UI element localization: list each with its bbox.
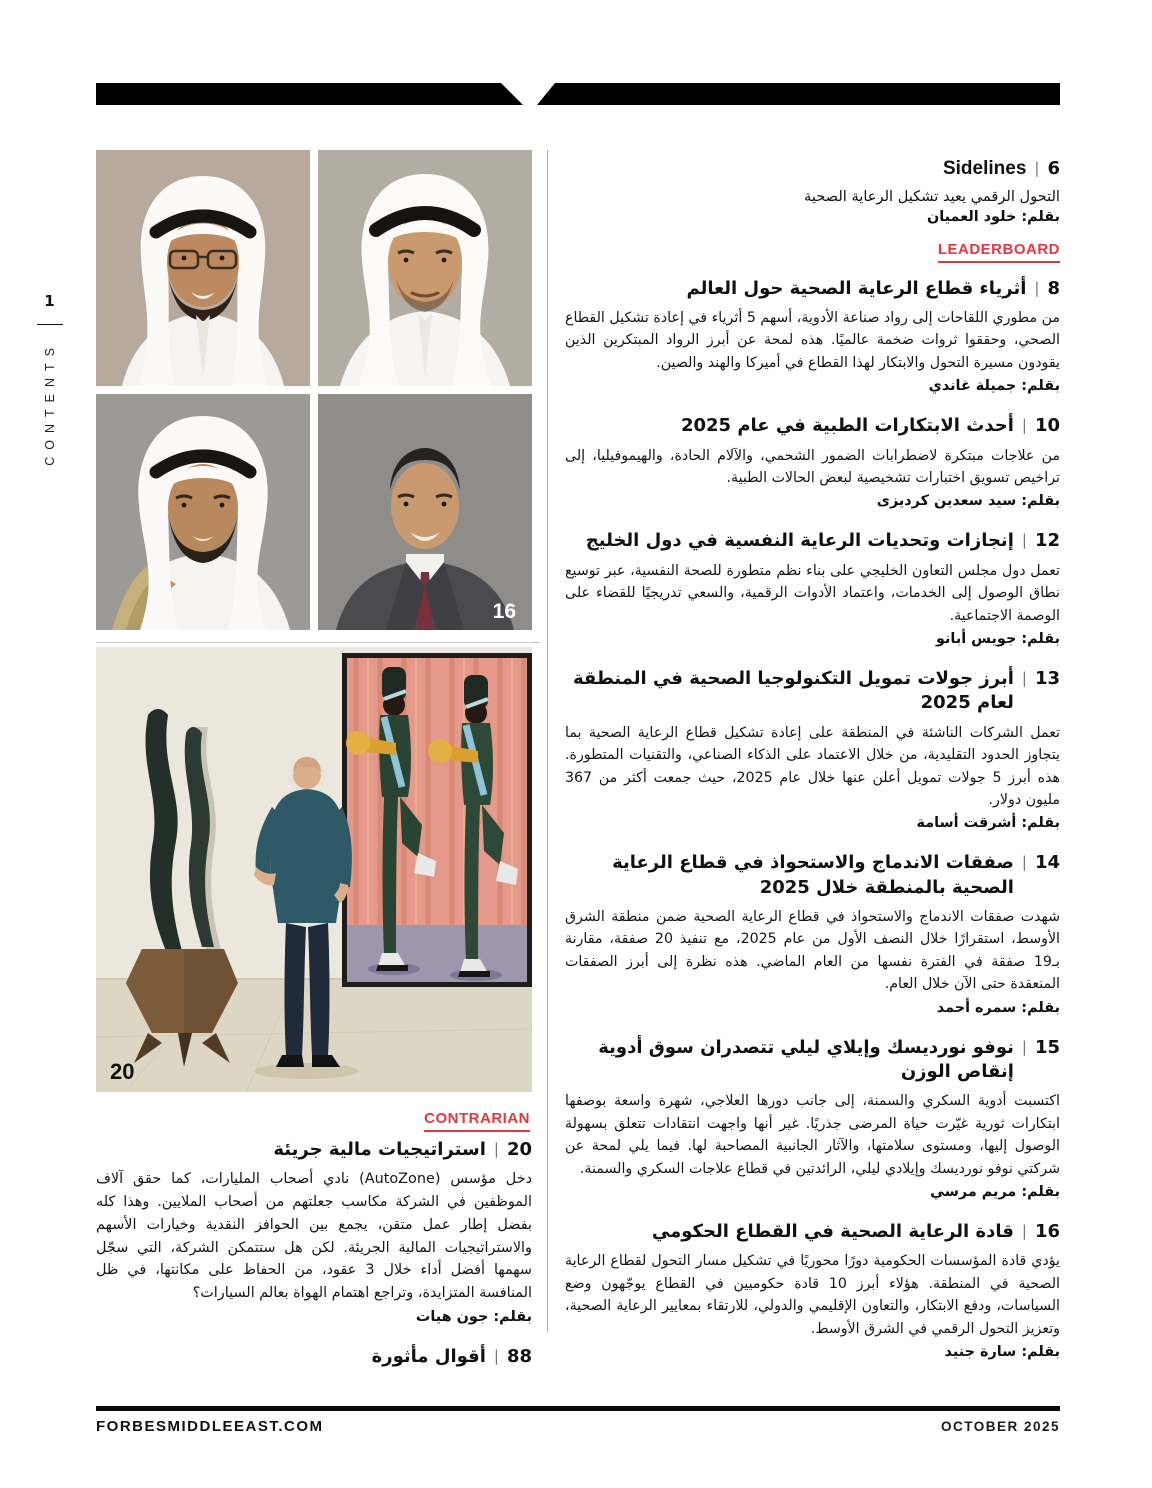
article-byline: بقلم: خلود العميان [926, 208, 1060, 225]
header-rule-right [537, 83, 1060, 105]
section-tag-leaderboard: LEADERBOARD [565, 239, 1060, 263]
pipe-separator: | [1021, 853, 1027, 872]
article-byline: بقلم: جويس أبانو [936, 631, 1060, 648]
photo-label-16: 16 [492, 600, 516, 623]
article-summary: اكتسبت أدوية السكري والسمنة، إلى جانب دورها العلاجي، شهرة واسعة بوصفها ابتكارات ثورية غيّرت حياة المرضى جذريًا. غير أنها واجهت انتقادات تتعلق بسهولة الوصول إليها، ومستوى سلامتها، والآثار الجانبية المصاحبة لها. فيما يلي لمحة عن شركتي نوفو نورديسك وإيلادي ليلي، الرائدتين في قطاع علاجات السكري والسمنة. [565, 1093, 1060, 1177]
article-summary: من علاجات مبتكرة لاضطرابات الضمور الشحمي، والآلام الحادة، والهيموفيليا، إلى تراخيص تسويق اختبارات تشخيصية لبعض الحالات الطبية. [565, 447, 1060, 486]
article-20-head [96, 1138, 532, 1162]
article-88-head [96, 1345, 532, 1369]
article-page-number: 8 [1047, 277, 1060, 299]
article-summary: دخل مؤسس (AutoZone) نادي أصحاب المليارات، كما حقق آلاف الموظفين في الشركة مكاسب جعلتهم من أصحاب الملايين. وهذا كله بفضل إطار عمل متقن، يجمع بين الحوافز النقدية وخيارات الأسهم والاستراتيجيات المالية الجريئة. لكن هل ستتمكن الشركة، التي سجّل سهمها أفضل أداء خلال 3 عقود، من الحفاظ على مكانتها، في ظل المنافسة المتزايدة، وتراجع اهتمام الهواة بعالم السيارات؟ [96, 1171, 533, 1302]
pipe-separator: | [1021, 669, 1027, 688]
article-subtitle: التحول الرقمي يعيد تشكيل الرعاية الصحية [804, 187, 1060, 205]
pipe-separator: | [1021, 531, 1027, 550]
footer-issue-date: OCTOBER 2025 [940, 1419, 1060, 1434]
rail-rule [37, 324, 63, 325]
article-title: صفقات الاندماج والاستحواذ في قطاع الرعاية الصحية بالمنطقة خلال 2025 [612, 852, 1014, 898]
footer-website: FORBESMIDDLEEAST.COM [96, 1418, 324, 1435]
article-20 [96, 1138, 532, 1325]
article-page-number: 15 [1034, 1036, 1060, 1058]
pipe-separator: | [1034, 159, 1040, 177]
headshot-photo-4 [318, 394, 532, 630]
article-14 [565, 851, 1060, 1015]
article-page-number: 20 [506, 1139, 532, 1160]
page-number: 1 [44, 292, 56, 310]
section-tag-contrarian: CONTRARIAN [96, 1108, 530, 1132]
article-sidelines [565, 156, 1060, 225]
article-byline: بقلم: سمره أحمد [936, 999, 1060, 1016]
article-16 [565, 1220, 1060, 1360]
header-rule-left [96, 83, 523, 105]
article-byline: بقلم: مريم مرسي [930, 1184, 1060, 1201]
left-column [96, 150, 532, 1389]
column-divider [547, 150, 548, 1332]
article-13 [565, 667, 1060, 831]
footer [96, 1418, 1060, 1435]
headshot-photo-grid [96, 150, 532, 630]
article-title: نوفو نورديسك وإيلاي ليلي تتصدران سوق أدوية إنقاص الوزن [598, 1036, 1014, 1083]
headshot-photo-3 [96, 394, 310, 630]
photo-grid-rule [96, 642, 540, 643]
article-summary: تعمل دول مجلس التعاون الخليجي على بناء نظم متطورة للصحة النفسية، عبر توسيع نطاق الوصول إلى الخدمات، واعتماد الأدوات الرقمية، والسعي تدريجيًا للقضاء على الوصمة الاجتماعية. [565, 562, 1060, 624]
pipe-separator: | [1021, 1222, 1027, 1241]
article-byline: بقلم: جون هيات [415, 1308, 532, 1325]
article-summary: تعمل الشركات الناشئة في المنطقة على إعادة تشكيل قطاع الرعاية الصحية بما يتجاوز الحدود التقليدية، من خلال الاعتماد على الذكاء الصناعي، والتقنيات المتطورة. هذه أبرز 5 جولات تمويل أعلن عنها خلال عام 2025، حيث جمعت أكثر من 367 مليون دولار. [565, 724, 1060, 808]
article-page-number: 6 [1047, 158, 1060, 179]
pipe-separator: | [1021, 416, 1027, 435]
article-title: Sidelines [942, 158, 1027, 179]
contents-vertical-label: CONTENTS [43, 341, 57, 466]
article-88 [96, 1345, 532, 1369]
pipe-separator: | [493, 1140, 499, 1158]
article-byline: بقلم: سيد سعدين كرديزى [876, 493, 1060, 510]
article-8 [565, 277, 1060, 395]
headshot-photo-1 [96, 150, 310, 386]
article-title: أقوال مأثورة [371, 1345, 486, 1367]
article-summary: من مطوري اللقاحات إلى رواد صناعة الأدوية، أسهم 5 أثرياء في إعادة تشكيل القطاع الصحي، وحققوا ثروات ضخمة عالميًا. هذه لمحة عن أبرز الرواد المبتكرين الذين يقودون مسيرة التحول والابتكار لهذا القطاع في أميركا والهند والصين. [565, 309, 1060, 371]
article-title: أحدث الابتكارات الطبية في عام 2025 [680, 415, 1014, 437]
article-page-number: 10 [1034, 415, 1060, 437]
article-title: إنجازات وتحديات الرعاية النفسية في دول الخليج [585, 530, 1014, 552]
article-title: قادة الرعاية الصحية في القطاع الحكومي [651, 1221, 1014, 1243]
article-title: أبرز جولات تمويل التكنولوجيا الصحية في المنطقة لعام 2025 [572, 668, 1014, 714]
article-15 [565, 1036, 1060, 1200]
pipe-separator: | [1021, 1037, 1027, 1056]
feature-photo [96, 647, 532, 1092]
article-page-number: 14 [1034, 852, 1060, 874]
photo-label-20: 20 [110, 1059, 135, 1084]
article-byline: بقلم: سارة جنيد [944, 1344, 1060, 1361]
article-byline: بقلم: أشرقت أسامة [916, 815, 1060, 832]
article-page-number: 13 [1034, 668, 1060, 690]
pipe-separator: | [1034, 278, 1040, 297]
article-summary: شهدت صفقات الاندماج والاستحواذ في قطاع الرعاية الصحية ضمن منطقة الشرق الأوسط، استقرارًا خلال النصف الأول من عام 2025، مع تنفيذ 20 صفقة، مقارنة بـ19 صفقة في الفترة نفسها من العام الماضي. هذه نظرة إلى أبرز الصفقات المنعقدة حتى الآن خلال العام. [565, 908, 1060, 993]
article-byline: بقلم: جميلة غاندي [928, 378, 1060, 395]
article-summary: يؤدي قادة المؤسسات الحكومية دورًا محوريًا في تشكيل مسار التحول لقطاع الرعاية الصحية في المنطقة. هؤلاء أبرز 10 قادة حكوميين في القطاع يوجّهون وضع السياسات، ودفع الابتكار، والتعاون الإقليمي والدولي، للارتقاء بمعايير الرعاية الصحية، وتعزيز التحول الرقمي في الشرق الأوسط. [565, 1253, 1060, 1337]
pipe-separator: | [493, 1346, 499, 1365]
article-title: استراتيجيات مالية جريئة [273, 1139, 486, 1160]
article-title: أثرياء قطاع الرعاية الصحية حول العالم [686, 277, 1027, 299]
article-12 [565, 529, 1060, 647]
article-page-number: 16 [1034, 1221, 1060, 1243]
article-page-number: 12 [1034, 530, 1060, 552]
article-page-number: 88 [506, 1345, 532, 1367]
page-rail [30, 292, 70, 466]
right-column [565, 156, 1060, 1380]
article-10 [565, 414, 1060, 509]
footer-rule [96, 1406, 1060, 1411]
headshot-photo-2 [318, 150, 532, 386]
